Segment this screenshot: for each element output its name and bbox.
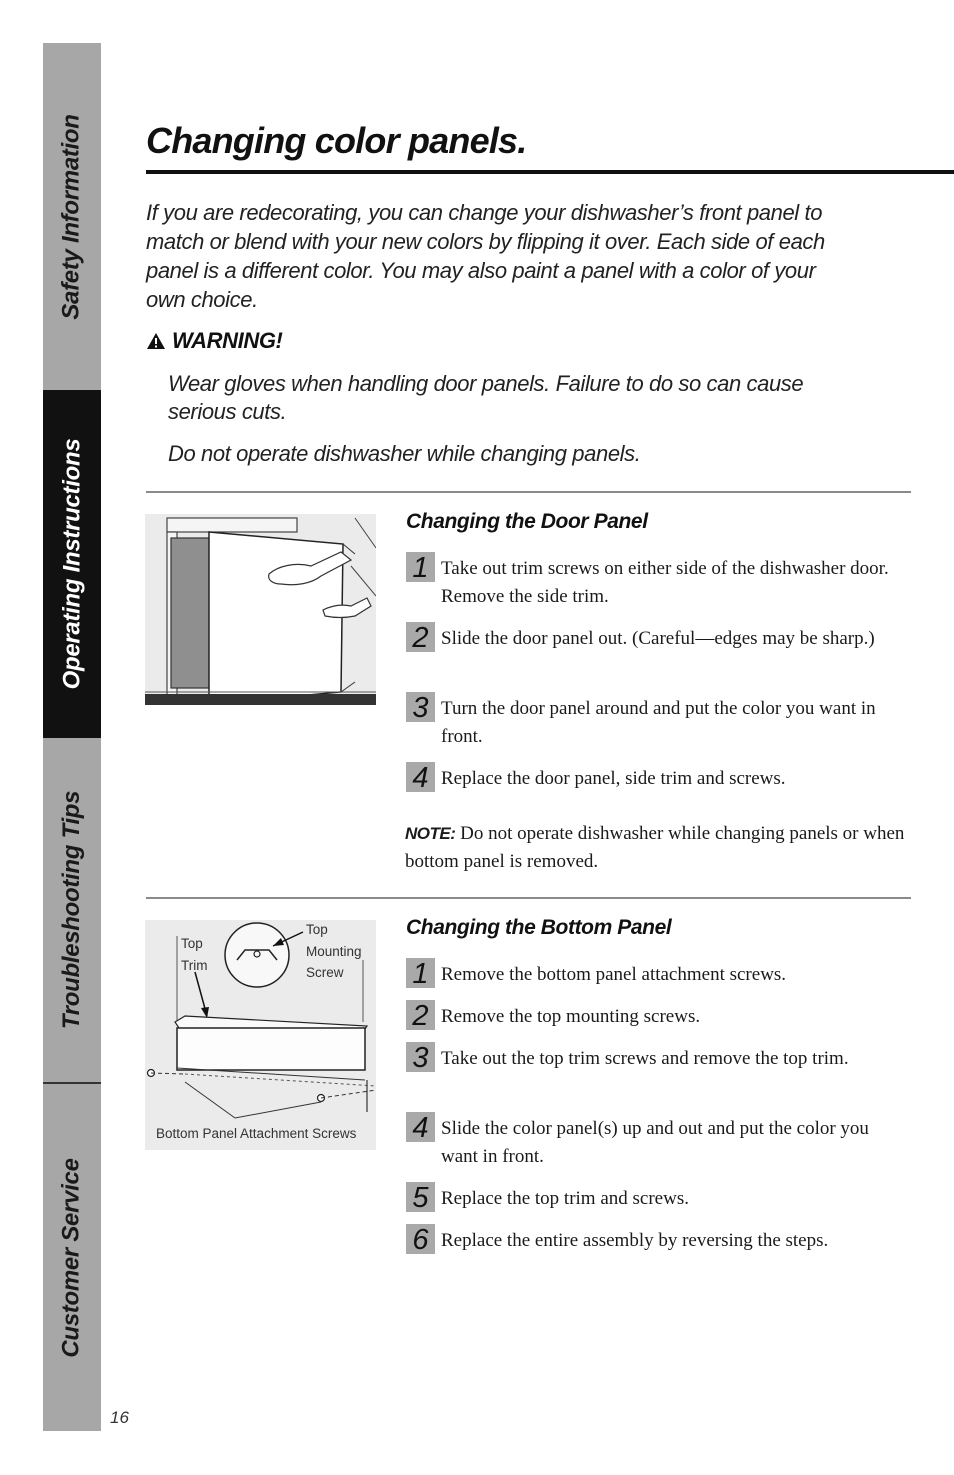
step-number: 3 <box>406 1042 435 1072</box>
step-number: 1 <box>406 958 435 988</box>
step-text: Take out the top trim screws and remove the top trim. <box>441 1048 849 1069</box>
label-top-mounting-1: Top <box>306 922 328 937</box>
bottom-step <box>406 1000 906 1032</box>
note <box>405 820 915 876</box>
step-text: Slide the door panel out. (Careful—edges may be sharp.) <box>441 628 875 649</box>
page-number: 16 <box>110 1408 129 1427</box>
door-panel-heading: Changing the Door Panel <box>406 510 648 533</box>
step-number: 4 <box>406 762 435 792</box>
label-top-trim-1: Top <box>181 936 203 951</box>
step-number: 4 <box>406 1112 435 1142</box>
step-text: Slide the color panel(s) up and out and put the color you want in front. <box>441 1118 869 1167</box>
label-top-trim-2: Trim <box>181 958 208 973</box>
step-text: Take out trim screws on either side of the dishwasher door. Remove the side trim. <box>441 558 889 607</box>
door-step <box>406 762 906 794</box>
step-text: Replace the door panel, side trim and screws. <box>441 768 786 789</box>
tab-safety-information[interactable] <box>43 43 101 390</box>
warning-text: Wear gloves when handling door panels. Failure to do so can cause serious cuts. <box>168 371 804 424</box>
step-number: 5 <box>406 1182 435 1212</box>
door-step <box>406 622 906 654</box>
note-label: NOTE: <box>405 824 456 843</box>
intro-paragraph: If you are redecorating, you can change your dishwasher’s front panel to match or blend with your new colors by flipping it over. Each side of each panel is a different color. You may also paint a panel with a color of your own choice. <box>146 200 825 312</box>
step-number: 2 <box>406 622 435 652</box>
label-top-mounting-3: Screw <box>306 965 344 980</box>
tab-troubleshooting-tips[interactable] <box>43 738 101 1082</box>
step-number: 2 <box>406 1000 435 1030</box>
title-rule <box>146 170 954 174</box>
tab-label: Customer Service <box>58 1157 86 1358</box>
note-text: Do not operate dishwasher while changing panels or when bottom panel is removed. <box>405 823 905 872</box>
warning-heading <box>146 328 282 354</box>
tab-label: Operating Instructions <box>58 438 86 690</box>
step-text: Remove the top mounting screws. <box>441 1006 701 1027</box>
bottom-panel-heading: Changing the Bottom Panel <box>406 916 672 939</box>
label-attachment-screws: Bottom Panel Attachment Screws <box>156 1126 357 1141</box>
page-title: Changing color panels. <box>146 120 527 161</box>
step-number: 3 <box>406 692 435 722</box>
warning-text: Do not operate dishwasher while changing panels. <box>168 441 641 466</box>
tab-customer-service[interactable] <box>43 1084 101 1431</box>
step-text: Replace the entire assembly by reversing the steps. <box>441 1230 829 1251</box>
tab-label: Troubleshooting Tips <box>58 790 86 1030</box>
bottom-panel-illustration <box>145 920 376 1150</box>
warning-triangle-icon <box>146 332 166 350</box>
door-step <box>406 552 906 611</box>
door-panel-illustration <box>145 514 376 705</box>
bottom-step <box>406 958 906 990</box>
tab-label: Safety Information <box>58 113 86 320</box>
step-number: 6 <box>406 1224 435 1254</box>
side-tab-bar <box>43 43 101 1431</box>
warning-label: WARNING! <box>172 328 283 353</box>
section-divider <box>146 491 911 493</box>
step-number: 1 <box>406 552 435 582</box>
step-text: Remove the bottom panel attachment screws. <box>441 964 787 985</box>
bottom-step <box>406 1182 906 1214</box>
tab-operating-instructions[interactable] <box>43 390 101 738</box>
step-text: Replace the top trim and screws. <box>441 1188 689 1209</box>
bottom-step <box>406 1224 906 1256</box>
label-top-mounting-2: Mounting <box>306 944 362 959</box>
door-step <box>406 692 906 751</box>
bottom-step <box>406 1112 906 1171</box>
step-text: Turn the door panel around and put the color you want in front. <box>441 698 876 747</box>
bottom-step <box>406 1042 906 1074</box>
section-divider <box>146 897 911 899</box>
